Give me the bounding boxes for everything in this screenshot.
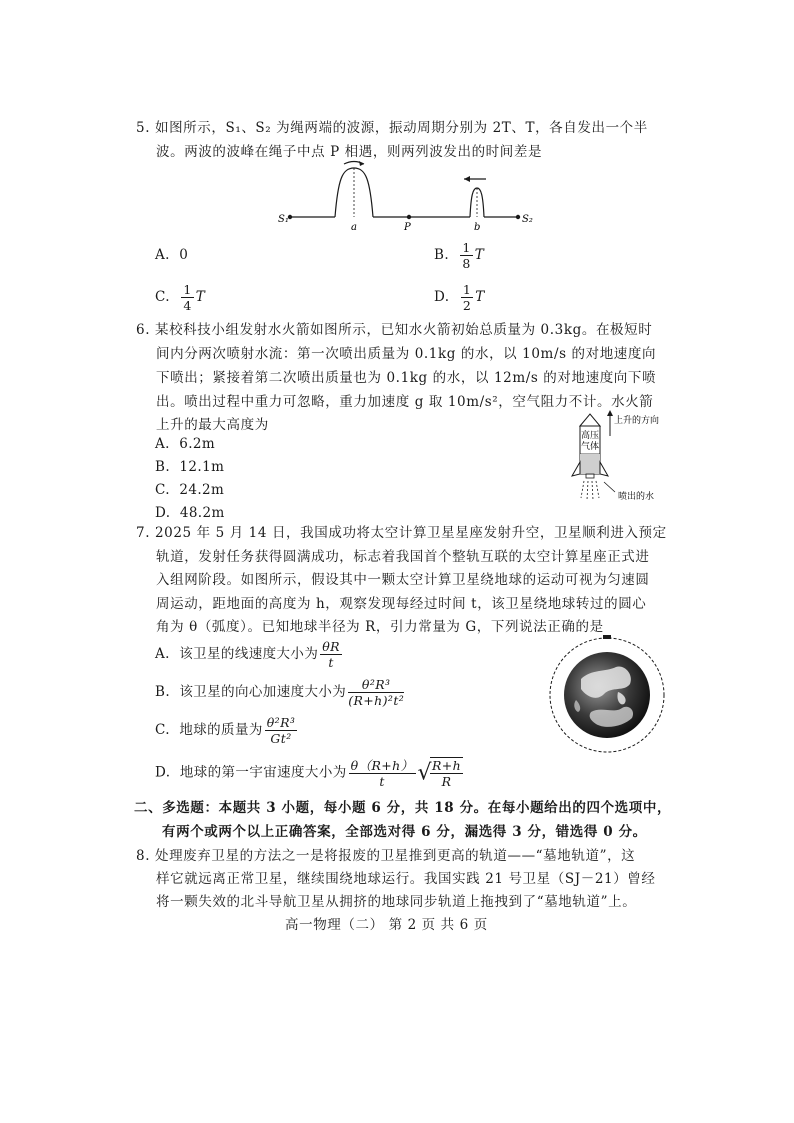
label-s1: S₁ bbox=[278, 214, 289, 225]
satellite-icon bbox=[603, 635, 611, 639]
q7-option-d: D. 地球的第一宇宙速度大小为 $\frac{\theta(R+h)}{t}$ √ $\frac{R+h}{R}$ bbox=[155, 757, 462, 789]
q5-option-b: B. $\frac{1}{8}$ T bbox=[434, 240, 485, 271]
fraction: $\frac{\theta(R+h)}{t}$ bbox=[350, 757, 414, 789]
fraction: $\frac{\text{θ²R³}}{\text{(R+h)²t²}}$ bbox=[348, 677, 405, 708]
up-direction-label: 上升的方向 bbox=[614, 416, 660, 426]
q7-option-c: C. 地球的质量为 $\frac{\text{θ²R³}}{\text{Gt²}}$ bbox=[155, 715, 296, 746]
q6-line-1: 6. 某校科技小组发射水火箭如图所示，已知水火箭初始总质量为 0.3kg。在极短时 bbox=[136, 322, 653, 338]
section2-header-line-1: 二、多选题：本题共 3 小题，每小题 6 分，共 18 分。在每小题给出的四个选项中， bbox=[134, 800, 672, 816]
fraction: $\frac{\theta R}{t}$ bbox=[322, 639, 340, 670]
fin-left bbox=[572, 462, 580, 476]
fraction: $\frac{1}{2}$ bbox=[462, 282, 472, 313]
rocket-nose bbox=[580, 414, 600, 426]
q8-line-2: 样它就远离正常卫星，继续围绕地球运行。我国实践 21 号卫星（SJ－21）曾经 bbox=[156, 871, 656, 887]
fraction: $\frac{1}{8}$ bbox=[462, 240, 471, 271]
q6-line-4: 出。喷出过程中重力可忽略，重力加速度 g 取 10m/s²，空气阻力不计。水火箭 bbox=[156, 394, 654, 410]
q6-line-3: 下喷出；紧接着第二次喷出质量也为 0.1kg 的水，以 12m/s 的对地速度向下喷 bbox=[156, 370, 657, 386]
q7-line-2: 轨道，发射任务获得圆满成功，标志着我国首个整轨互联的太空计算星座正式进 bbox=[156, 549, 650, 565]
q6-rocket-figure bbox=[560, 410, 700, 510]
sqrt-fraction: $\frac{R+h}{R}$ bbox=[431, 758, 462, 789]
q5-line-1: 5. 如图所示，S₁、S₂ 为绳两端的波源，振动周期分别为 2T、T，各自发出一个半 bbox=[136, 120, 648, 136]
q8-line-1: 8. 处理废弃卫星的方法之一是将报废的卫星推到更高的轨道——“墓地轨道”，这 bbox=[136, 848, 636, 864]
point-p bbox=[407, 215, 411, 219]
q5-option-d: D. $\frac{1}{2}$ T bbox=[434, 282, 485, 313]
q5-option-a: A. 0 bbox=[155, 247, 189, 263]
gas-label-1: 高压 bbox=[581, 431, 600, 441]
q5-option-c: C. $\frac{1}{4}$ T bbox=[155, 282, 206, 313]
q6-option-c: C. 24.2m bbox=[155, 482, 225, 498]
q7-line-5: 角为 θ（弧度）。已知地球半径为 R，引力常量为 G，下列说法正确的是 bbox=[156, 619, 604, 635]
section2-header-line-2: 有两个或两个以上正确答案，全部选对得 6 分，漏选得 3 分，错选得 0 分。 bbox=[162, 824, 647, 840]
q5-line-2: 波。两波的波峰在绳子中点 P 相遇，则两列波发出的时间差是 bbox=[156, 144, 543, 160]
q7-line-3: 入组网阶段。如图所示，假设其中一颗太空计算卫星绕地球的运动可视为匀速圆 bbox=[156, 572, 650, 588]
label-b: b bbox=[474, 222, 481, 233]
fraction: $\frac{1}{4}$ bbox=[183, 282, 192, 313]
q7-earth-figure bbox=[546, 634, 668, 756]
label-s2: S₂ bbox=[522, 214, 533, 225]
gas-label-2: 气体 bbox=[581, 442, 600, 452]
q5-wave-figure bbox=[280, 160, 540, 235]
q6-line-5: 上升的最大高度为 bbox=[156, 417, 269, 433]
q7-option-b: B. 该卫星的向心加速度大小为 $\frac{\text{θ²R³}}{\text{(R+h)²t²}}$ bbox=[155, 677, 405, 708]
q6-line-2: 间内分两次喷射水流：第一次喷出质量为 0.1kg 的水，以 10m/s 的对地速度向 bbox=[156, 346, 657, 362]
water-label: 喷出的水 bbox=[618, 492, 655, 502]
q8-line-3: 将一颗失效的北斗导航卫星从拥挤的地球同步轨道上拖拽到了“墓地轨道”上。 bbox=[156, 894, 637, 910]
fin-right bbox=[600, 462, 608, 476]
page-footer: 高一物理（二） 第 2 页 共 6 页 bbox=[285, 917, 488, 933]
q6-option-a: A. 6.2m bbox=[155, 436, 216, 452]
label-p: P bbox=[404, 222, 411, 233]
q6-option-b: B. 12.1m bbox=[155, 459, 225, 475]
q7-line-4: 周运动，距地面的高度为 h，观察发现每经过时间 t，该卫星绕地球转过的圆心 bbox=[156, 596, 647, 612]
fraction: $\frac{\text{θ²R³}}{\text{Gt²}}$ bbox=[266, 715, 296, 746]
q6-option-d: D. 48.2m bbox=[155, 505, 225, 521]
q7-line-1: 7. 2025 年 5 月 14 日，我国成功将太空计算卫星星座发射升空，卫星顺利进入预定 bbox=[136, 525, 667, 541]
point-s2 bbox=[516, 215, 520, 219]
label-a: a bbox=[351, 222, 357, 233]
q7-option-a: A. 该卫星的线速度大小为 $\frac{\theta R}{t}$ bbox=[155, 639, 340, 670]
